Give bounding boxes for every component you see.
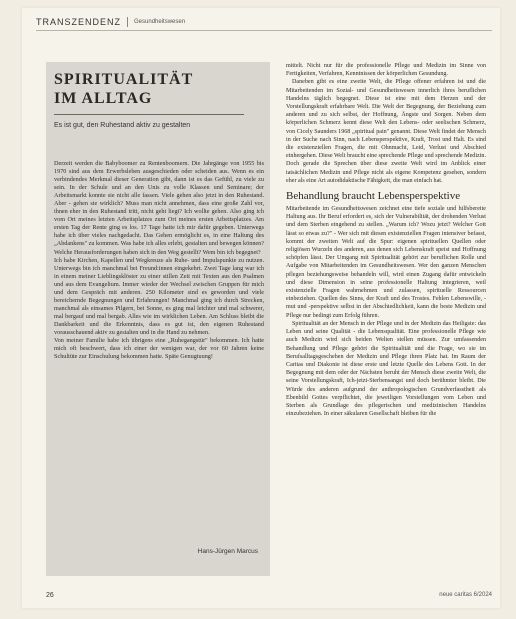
body-paragraph: mittelt. Nicht nur für die professionelle Pflege und Medizin im Sinne von Fertigkeiten, Verfahren, Kenntnissen der körperlichen Gesundung. <box>286 63 486 78</box>
article-title-area <box>54 70 262 130</box>
title-rule <box>54 114 244 115</box>
publication-info: neue caritas 6/2024 <box>439 592 492 598</box>
main-column <box>286 62 486 418</box>
sidebar-paragraph: Von meiner Familie habe ich übrigens eine „Ruhegangstür" bekommen. Ich hatte mich oft beschwert, dass ich einer der wenigen war, der vor 60 Jahren keine Schultüte zur Einschulung bekommen hatte. Späte Genugtuung! <box>54 337 264 361</box>
title-line-1: SPIRITUALITÄT <box>54 71 194 88</box>
page-number: 26 <box>46 592 54 599</box>
title-line-2: IM ALLTAG <box>54 90 153 107</box>
body-paragraph: Daneben gibt es eine zweite Welt, die Pflege offener erfahren ist und die Mitarbeitenden im Sozial- und Gesundheitswesen innerlich ihres beruflichen Handelns täglich begegnet. Diese ist eine mit dem Herzen und der Vorstellungskraft erfahrbare Welt. Die Welt der Begegnung, der Beziehung zum anderen und zu sich selbst, der Hoffnung, Ängste und Sorgen. Neben dem körperlichen Schmerz kennt diese Welt den Lebens- oder seelischen Schmerz, von Cicely Saunders 1968 „spiritual pain" genannt. Diese Welt findet der Mensch in der Suche nach Sinn, nach Lebensperspektive, Kraft, Trost und Halt. Es sind die existenziellen Fragen, die mit Ohnmacht, Leid, Verlust und Abschied einhergehen. Diese Welt braucht eine sprechende Pflege und sprechende Medizin. Doch gerade die Sprechen über diese zweite Welt wird im Anblick einer tatsächlichen Medizin und Pflege nicht als eigene Kompetenz gesehen, sondern eher als eine Art autodidaktische Fähigkeit, die man einfach hat. <box>286 79 486 184</box>
section-label: TRANSZENDENZ <box>36 17 122 27</box>
sidebar-paragraph: Ich habe Kirchen, Kapellen und Wegkreuze als Ruhe- und Impulspunkte zu nutzen. Unterwegs bin ich manchmal bei Freund:innen eingekehrt. Zwei Tage lang war ich in einem meiner Lieblingsklöster zu einer stillen Zeit mit Texten aus den Psalmen und aus dem Evangelium. Immer wieder der Wechsel zwischen Gruppen für mich und dem Gespräch mit anderen. 250 Kilometer sind es geworden und viele bereichernde Begegnungen und Erfahrungen! Manchmal ging ich durch Strecken, manchmal als einsames Pilgern, bei Sonne, es ging mal leichter und mal schwerer, mal bergauf und mal bergab. Alles wie im wirklichen Leben. Am Schluss bleibt die Dankbarkeit und die Erkenntnis, dass es gut ist, den eigenen Ruhestand vorausschauend aktiv zu gestalten und in die Hand zu nehmen. <box>54 256 264 336</box>
sidebar-body <box>54 160 264 361</box>
article-subtitle: Es ist gut, den Ruhestand aktiv zu gestalten <box>54 122 191 129</box>
page-footer <box>36 592 492 602</box>
body-paragraph: Spiritualität an der Mensch in der Pflege und in der Medizin das Heiligste: das Leben und seine Qualität - die Lebensqualität. Eine professionelle Pflege wie auch Medizin wird sich beiden Welten stellen müssen. Zur umfassenden Behandlung und Pflege gehört die Spiritualität und die Frage, wo sie im Berufsalltagsgeschehen der Medizin und Pflege ihren Platz hat. Im Raum der Caritas und Diakonie ist diese erste und letzte Quelle des Lebens Gott. In der Begegnung mit dem oder der Nächsten beruht der Mensch diese zweite Welt, die seine Vorstellungskraft, Ich-jetzt-Sterbensangst und doch berühmter bleibt. Die Würde des anderen aufgrund der anthropologischen Grundverfasstheit als Ebenbild Gottes verpflichtet, die jeweiligen Vorstellungen vom Leben und Sterben als Grundlage des pflegerischen und medizinischen Handelns einzubeziehen. In einer säkularen Gesellschaft bleiben für die <box>286 320 486 418</box>
header-divider <box>127 17 128 27</box>
sidebar-paragraph: Derzeit werden die Babyboomer zu Rentenboomern. Die Jahrgänge von 1955 bis 1970 sind aus dem Erwerbsleben ausgeschieden oder scheiden aus. Wenn es ein verbindendes Merkmal dieser Generation gibt, dann ist es das Gefühl, zu viele zu sein. In der Schule und an den Unis zu volle Klassen und Seminare; der Arbeitsmarkt konnte sie nicht alle fassen. Viele gehen also jetzt in den Ruhestand. Aber - gehen sie wirklich? Muss man nicht annehmen, dass eine große Zahl vor, ihnen eher in den Ruhestand tritt, nicht geht liegt? Ich wollte gehen. Also ging ich vom Ort meines letzten Arbeitsplatzes zum Ort meines ersten Arbeitsplatzes. Am ersten Tag der Rente ging es los. 17 Tage hatte ich mir dafür gegeben. Unterwegs habe ich über vieles nachgedacht. Das Gehen ermöglicht es, in eine Haltung des „Abdankens" zu kommen. Was habe ich alles erlebt, gestalten und bewegen können? Welche Herausforderungen haben sich in den Weg gestellt? Wem bin ich begegnet? <box>54 160 264 256</box>
body-paragraph: Mitarbeitende im Gesundheitswesen zeichnet eine tiefe soziale und hilfsbereite Haltung aus. Ihr Beruf erfordert es, sich der Vulnerabilität, der drohenden Verlust und dem Sterben eingehend zu stellen. „Warum ich? Wozu jetzt? Welcher Gott lässt so etwas zu?" - Wer sich mit diesen existenziellen Fragen intensiver befasst, kommt der zweiten Welt auf die Spur: eigenen spirituellen Quellen oder religiösen Wurzeln des anderen, aus denen sich Lebenskraft speist und Hoffnung schöpfen lässt. Der Umgang mit Spiritualität gehört zur beruflichen Rolle und Aufgabe von Mitarbeitenden im Gesundheitswesen. Wer den ganzen Menschen pflegen beziehungsweise behandeln will, wird einen Zugang dafür entwickeln und diese Dimension in seine professionelle Haltung integrieren, weil existenzielle Fragen wahrnehmen und zulassen, spirituelle Ressourcen einbeziehen. Quellen des Sinns, der Kraft und des Trostes. Fehlen Lebenswille, -mut und -perspektive selbst in der Abschiedlichkeit, kann die beste Medizin und Pflege nur bedingt zum Erfolg führen. <box>286 206 486 319</box>
article-title <box>54 70 262 108</box>
section-header <box>36 14 492 31</box>
author-name: Hans-Jürgen Marcus <box>197 548 258 555</box>
subsection-label: Gesundheitswesen <box>134 19 186 25</box>
section-heading: Behandlung braucht Lebensperspektive <box>286 190 461 203</box>
